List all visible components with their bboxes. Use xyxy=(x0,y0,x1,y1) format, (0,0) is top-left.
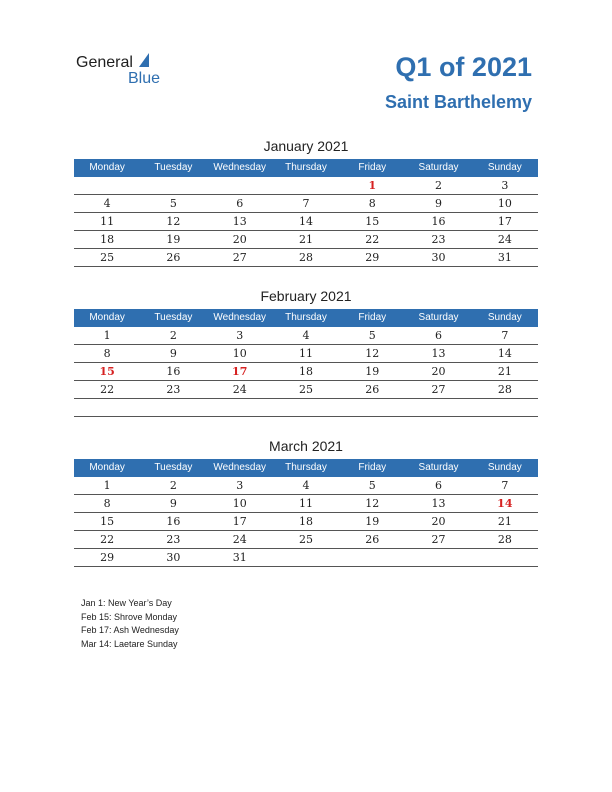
weekday-label: Sunday xyxy=(487,162,522,173)
day-cell: 8 xyxy=(103,347,111,360)
day-cell: 4 xyxy=(302,329,310,342)
day-cell: 11 xyxy=(298,497,313,510)
day-cell: 5 xyxy=(368,329,376,342)
logo-text-general: General xyxy=(76,54,133,71)
day-cell: 12 xyxy=(365,497,380,510)
day-cell xyxy=(273,549,339,566)
day-cell: 24 xyxy=(232,533,247,546)
day-cell: 5 xyxy=(368,479,376,492)
day-cell: 16 xyxy=(166,515,181,528)
logo-text-blue: Blue xyxy=(128,70,161,87)
day-cell: 7 xyxy=(501,329,509,342)
week-row xyxy=(74,549,538,567)
day-cell: 26 xyxy=(166,251,181,264)
weekday-label: Monday xyxy=(89,312,125,323)
day-cell: 18 xyxy=(298,515,313,528)
day-cell: 15 xyxy=(100,515,115,528)
day-cell: 6 xyxy=(236,197,244,210)
week-row xyxy=(74,213,538,231)
week-row xyxy=(74,381,538,399)
day-cell: 13 xyxy=(232,215,247,228)
weekday-label: Thursday xyxy=(285,462,327,473)
day-cell xyxy=(472,399,538,416)
day-cell: 23 xyxy=(166,533,181,546)
day-cell: 6 xyxy=(435,479,443,492)
day-cell: 30 xyxy=(166,551,181,564)
weekday-label: Tuesday xyxy=(154,462,193,473)
day-cell: 14 xyxy=(298,215,313,228)
day-cell: 27 xyxy=(431,383,446,396)
month-calendar xyxy=(74,286,538,417)
day-cell: 29 xyxy=(365,251,380,264)
day-cell: 14 xyxy=(497,497,513,510)
week-row xyxy=(74,249,538,267)
day-cell: 19 xyxy=(166,233,181,246)
week-row xyxy=(74,345,538,363)
day-cell: 23 xyxy=(166,383,181,396)
day-cell: 17 xyxy=(232,365,248,378)
day-cell: 7 xyxy=(302,197,310,210)
day-cell: 25 xyxy=(298,533,313,546)
day-cell: 19 xyxy=(365,365,380,378)
month-title: January 2021 xyxy=(263,138,349,154)
day-cell: 19 xyxy=(365,515,380,528)
day-cell xyxy=(74,177,140,194)
day-cell: 16 xyxy=(166,365,181,378)
day-cell: 28 xyxy=(497,533,512,546)
holiday-note: Feb 17: Ash Wednesday xyxy=(81,625,179,635)
weekday-label: Friday xyxy=(358,312,387,323)
day-cell: 24 xyxy=(232,383,247,396)
day-cell xyxy=(207,177,273,194)
day-cell: 28 xyxy=(497,383,512,396)
day-cell: 1 xyxy=(103,479,111,492)
day-cell xyxy=(140,399,206,416)
weekday-header xyxy=(74,459,538,477)
weekday-label: Monday xyxy=(89,462,125,473)
week-row xyxy=(74,231,538,249)
day-cell: 21 xyxy=(497,365,512,378)
weekday-label: Wednesday xyxy=(213,462,267,473)
week-row xyxy=(74,495,538,513)
month-calendar xyxy=(74,436,538,567)
holiday-note: Jan 1: New Year’s Day xyxy=(81,598,172,608)
day-cell: 9 xyxy=(169,347,177,360)
day-cell: 1 xyxy=(368,179,377,192)
day-cell: 15 xyxy=(365,215,380,228)
day-cell xyxy=(472,549,538,566)
day-cell: 29 xyxy=(100,551,115,564)
day-cell xyxy=(405,399,471,416)
day-cell xyxy=(273,177,339,194)
week-row xyxy=(74,399,538,417)
day-cell: 3 xyxy=(236,329,244,342)
holiday-note: Mar 14: Laetare Sunday xyxy=(81,638,178,649)
day-cell: 28 xyxy=(298,251,313,264)
holiday-notes xyxy=(81,597,179,651)
weekday-label: Saturday xyxy=(418,312,459,323)
day-cell: 11 xyxy=(298,347,313,360)
general-blue-logo xyxy=(76,52,186,88)
day-cell: 22 xyxy=(100,533,115,546)
day-cell: 30 xyxy=(431,251,446,264)
day-cell xyxy=(140,177,206,194)
day-cell: 31 xyxy=(497,251,512,264)
weekday-label: Thursday xyxy=(285,162,327,173)
week-row xyxy=(74,363,538,381)
day-cell: 9 xyxy=(435,197,443,210)
day-cell: 4 xyxy=(302,479,310,492)
day-cell: 26 xyxy=(365,533,380,546)
day-cell: 22 xyxy=(100,383,115,396)
weekday-label: Friday xyxy=(358,462,387,473)
day-cell: 20 xyxy=(232,233,247,246)
week-row xyxy=(74,477,538,495)
day-cell: 2 xyxy=(169,329,177,342)
weekday-label: Wednesday xyxy=(213,312,267,323)
week-row xyxy=(74,195,538,213)
day-cell: 18 xyxy=(298,365,313,378)
day-cell: 31 xyxy=(232,551,247,564)
day-cell xyxy=(339,549,405,566)
day-cell xyxy=(74,399,140,416)
weekday-label: Sunday xyxy=(487,462,522,473)
day-cell: 20 xyxy=(431,515,446,528)
day-cell: 25 xyxy=(100,251,115,264)
weekday-label: Wednesday xyxy=(213,162,267,173)
logo-triangle-icon xyxy=(139,53,149,67)
weekday-label: Sunday xyxy=(487,312,522,323)
weekday-label: Tuesday xyxy=(154,162,193,173)
day-cell: 12 xyxy=(166,215,181,228)
day-cell: 24 xyxy=(497,233,512,246)
weekday-label: Tuesday xyxy=(154,312,193,323)
day-cell: 10 xyxy=(232,497,247,510)
day-cell: 3 xyxy=(236,479,244,492)
page-subtitle: Saint Barthelemy xyxy=(384,92,532,112)
day-cell: 10 xyxy=(497,197,512,210)
day-cell: 15 xyxy=(99,365,115,378)
weekday-label: Saturday xyxy=(418,162,459,173)
weekday-label: Saturday xyxy=(418,462,459,473)
day-cell: 2 xyxy=(169,479,177,492)
week-row xyxy=(74,513,538,531)
holiday-note: Feb 15: Shrove Monday xyxy=(81,611,178,622)
day-cell: 9 xyxy=(169,497,177,510)
day-cell: 23 xyxy=(431,233,446,246)
weekday-label: Thursday xyxy=(285,312,327,323)
day-cell: 13 xyxy=(431,347,446,360)
day-cell: 8 xyxy=(103,497,111,510)
day-cell: 17 xyxy=(232,515,247,528)
day-cell: 21 xyxy=(497,515,512,528)
weekday-header xyxy=(74,309,538,327)
day-cell: 27 xyxy=(232,251,247,264)
weekday-label: Friday xyxy=(358,162,387,173)
day-cell: 10 xyxy=(232,347,247,360)
month-calendar xyxy=(74,136,538,267)
day-cell xyxy=(273,399,339,416)
month-title: February 2021 xyxy=(260,288,352,304)
day-cell: 6 xyxy=(435,329,443,342)
day-cell: 12 xyxy=(365,347,380,360)
day-cell: 4 xyxy=(103,197,111,210)
day-cell: 13 xyxy=(431,497,446,510)
day-cell: 21 xyxy=(298,233,313,246)
day-cell: 14 xyxy=(497,347,512,360)
day-cell: 25 xyxy=(298,383,313,396)
day-cell: 5 xyxy=(169,197,177,210)
week-row xyxy=(74,327,538,345)
month-title: March 2021 xyxy=(269,438,343,454)
day-cell: 11 xyxy=(100,215,115,228)
page-title: Q1 of 2021 xyxy=(395,52,532,82)
day-cell: 22 xyxy=(365,233,380,246)
day-cell xyxy=(339,399,405,416)
day-cell: 17 xyxy=(497,215,512,228)
day-cell: 1 xyxy=(103,329,111,342)
day-cell: 7 xyxy=(501,479,509,492)
day-cell: 20 xyxy=(431,365,446,378)
day-cell: 3 xyxy=(501,179,509,192)
week-row xyxy=(74,531,538,549)
day-cell: 2 xyxy=(435,179,443,192)
day-cell: 16 xyxy=(431,215,446,228)
day-cell: 8 xyxy=(368,197,376,210)
week-row xyxy=(74,177,538,195)
day-cell: 18 xyxy=(100,233,115,246)
weekday-label: Monday xyxy=(89,162,125,173)
day-cell: 26 xyxy=(365,383,380,396)
day-cell xyxy=(405,549,471,566)
day-cell: 27 xyxy=(431,533,446,546)
weekday-header xyxy=(74,159,538,177)
day-cell xyxy=(207,399,273,416)
